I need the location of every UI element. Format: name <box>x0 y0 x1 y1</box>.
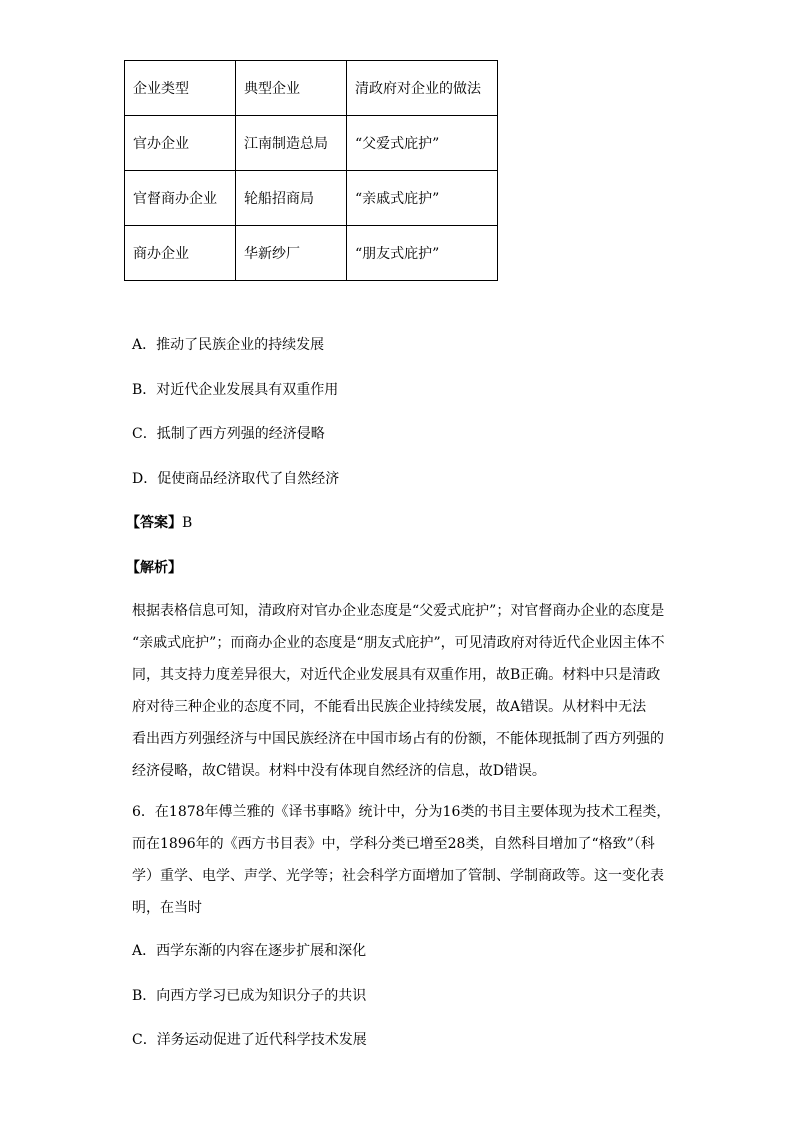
table-header-cell: 清政府对企业的做法 <box>347 61 498 116</box>
table-cell: 商办企业 <box>125 226 236 281</box>
analysis-line: 根据表格信息可知，清政府对官办企业态度是“父爱式庇护”；对官督商办企业的态度是 <box>132 603 665 619</box>
analysis-label: 【解析】 <box>126 560 182 576</box>
table-cell: 华新纱厂 <box>236 226 347 281</box>
analysis-line: 同，其支持力度差异很大，对近代企业发展具有双重作用，故B正确。材料中只是清政 <box>132 667 661 683</box>
table-cell: 轮船招商局 <box>236 171 347 226</box>
q6-option-a: A．西学东渐的内容在逐步扩展和深化 <box>132 943 367 959</box>
table-header-cell: 企业类型 <box>125 61 236 116</box>
table-header-row <box>125 61 498 116</box>
answer-label: 【答案】 <box>126 515 182 531</box>
analysis-line: 经济侵略，故C错误。材料中没有体现自然经济的信息，故D错误。 <box>132 763 546 779</box>
table-row <box>125 116 498 171</box>
table-cell: 江南制造总局 <box>236 116 347 171</box>
q6-stem-line: 学）重学、电学、声学、光学等；社会科学方面增加了管制、学制商政等。这一变化表 <box>132 868 664 884</box>
q6-option-c: C．洋务运动促进了近代科学技术发展 <box>132 1032 367 1048</box>
enterprise-table <box>124 60 498 281</box>
q5-option-d: D．促使商品经济取代了自然经济 <box>132 471 340 487</box>
table-cell: 官督商办企业 <box>125 171 236 226</box>
q5-answer <box>126 513 192 533</box>
q5-option-c: C．抵制了西方列强的经济侵略 <box>132 426 325 442</box>
table-row <box>125 226 498 281</box>
analysis-line: 看出西方列强经济与中国民族经济在中国市场占有的份额，不能体现抵制了西方列强的 <box>132 731 664 747</box>
q5-option-b: B．对近代企业发展具有双重作用 <box>132 382 339 398</box>
answer-value: B <box>182 515 193 531</box>
q6-option-b: B．向西方学习已成为知识分子的共识 <box>132 988 367 1004</box>
analysis-line: “亲戚式庇护”；而商办企业的态度是“朋友式庇护”，可见清政府对待近代企业因主体不 <box>132 635 665 651</box>
table-cell: “朋友式庇护” <box>347 226 498 281</box>
q6-stem-line: 而在1896年的《西方书目表》中，学科分类已增至28类，自然科目增加了“格致”（科 <box>132 836 655 852</box>
analysis-line: 府对待三种企业的态度不同，不能看出民族企业持续发展，故A错误。从材料中无法 <box>132 699 647 715</box>
table-header-cell: 典型企业 <box>236 61 347 116</box>
table-cell: 官办企业 <box>125 116 236 171</box>
q6-stem-line: 6．在1878年傅兰雅的《译书事略》统计中，分为16类的书目主要体现为技术工程类， <box>132 804 671 820</box>
table-row <box>125 171 498 226</box>
q6-stem-line: 明，在当时 <box>132 900 202 916</box>
table-cell: “亲戚式庇护” <box>347 171 498 226</box>
table-cell: “父爱式庇护” <box>347 116 498 171</box>
q5-option-a: A．推动了民族企业的持续发展 <box>132 337 325 353</box>
